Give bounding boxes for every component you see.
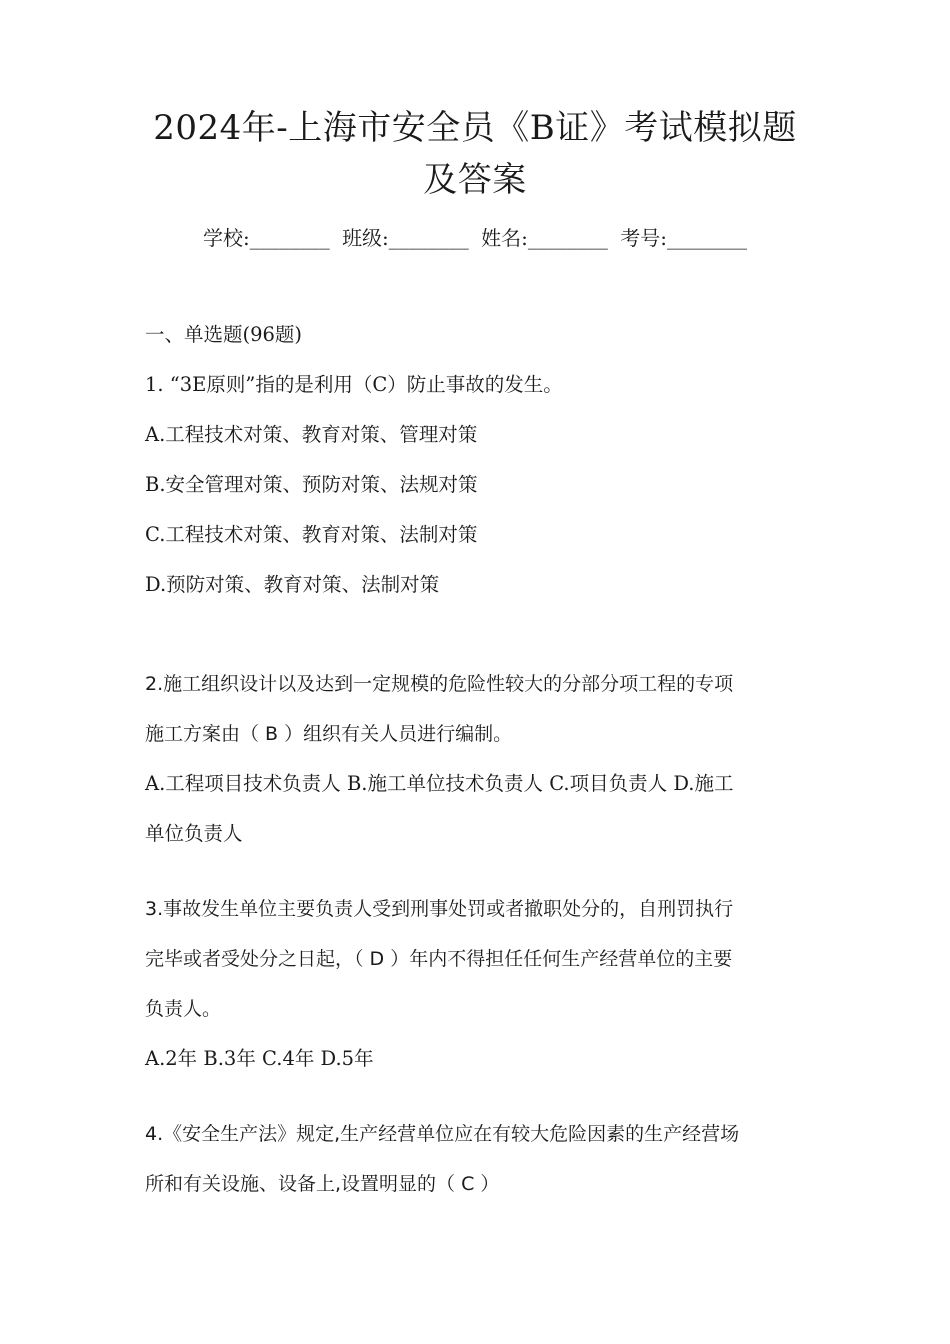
question-4-stem-line-1: 4.《安全生产法》规定,生产经营单位应在有较大危险因素的生产经营场 — [145, 1123, 740, 1145]
question-3-stem-line-1: 3.事故发生单位主要负责人受到刑事处罚或者撤职处分的，自刑罚执行 — [145, 898, 734, 920]
question-2-stem-line-2: 施工方案由（ B ）组织有关人员进行编制。 — [145, 723, 513, 745]
question-1-stem: 1. “3E原则”指的是利用（C）防止事故的发生。 — [145, 373, 563, 396]
question-2-stem-line-1: 2.施工组织设计以及达到一定规模的危险性较大的分部分项工程的专项 — [145, 673, 734, 695]
section-heading: 一、单选题(96题) — [145, 323, 303, 346]
question-3-stem-line-2: 完毕或者受处分之日起，（ D ）年内不得担任任何生产经营单位的主要 — [145, 948, 733, 970]
question-4-stem-line-2: 所和有关设施、设备上,设置明显的（ C ） — [145, 1173, 500, 1195]
question-2-options-line-1: A.工程项目技术负责人 B.施工单位技术负责人 C.项目负责人 D.施工 — [145, 772, 734, 795]
name-field: 姓名:________ — [481, 226, 608, 250]
question-1-option-c: C.工程技术对策、教育对策、法制对策 — [145, 523, 478, 546]
document-title-line-1: 2024年-上海市安全员《B证》考试模拟题 — [153, 108, 797, 148]
question-2-options-line-2: 单位负责人 — [145, 822, 243, 845]
class-field: 班级:________ — [342, 226, 469, 250]
school-field: 学校:________ — [202, 226, 330, 250]
question-3-options: A.2年 B.3年 C.4年 D.5年 — [145, 1047, 374, 1070]
student-info-row — [0, 224, 950, 252]
exam-number-field: 考号:________ — [620, 226, 748, 250]
question-3-stem-line-3: 负责人。 — [145, 998, 222, 1020]
question-1-option-b: B.安全管理对策、预防对策、法规对策 — [145, 473, 478, 496]
question-1-option-d: D.预防对策、教育对策、法制对策 — [145, 573, 440, 596]
question-1-option-a: A.工程技术对策、教育对策、管理对策 — [145, 423, 478, 446]
document-title-line-2: 及答案 — [423, 160, 527, 200]
